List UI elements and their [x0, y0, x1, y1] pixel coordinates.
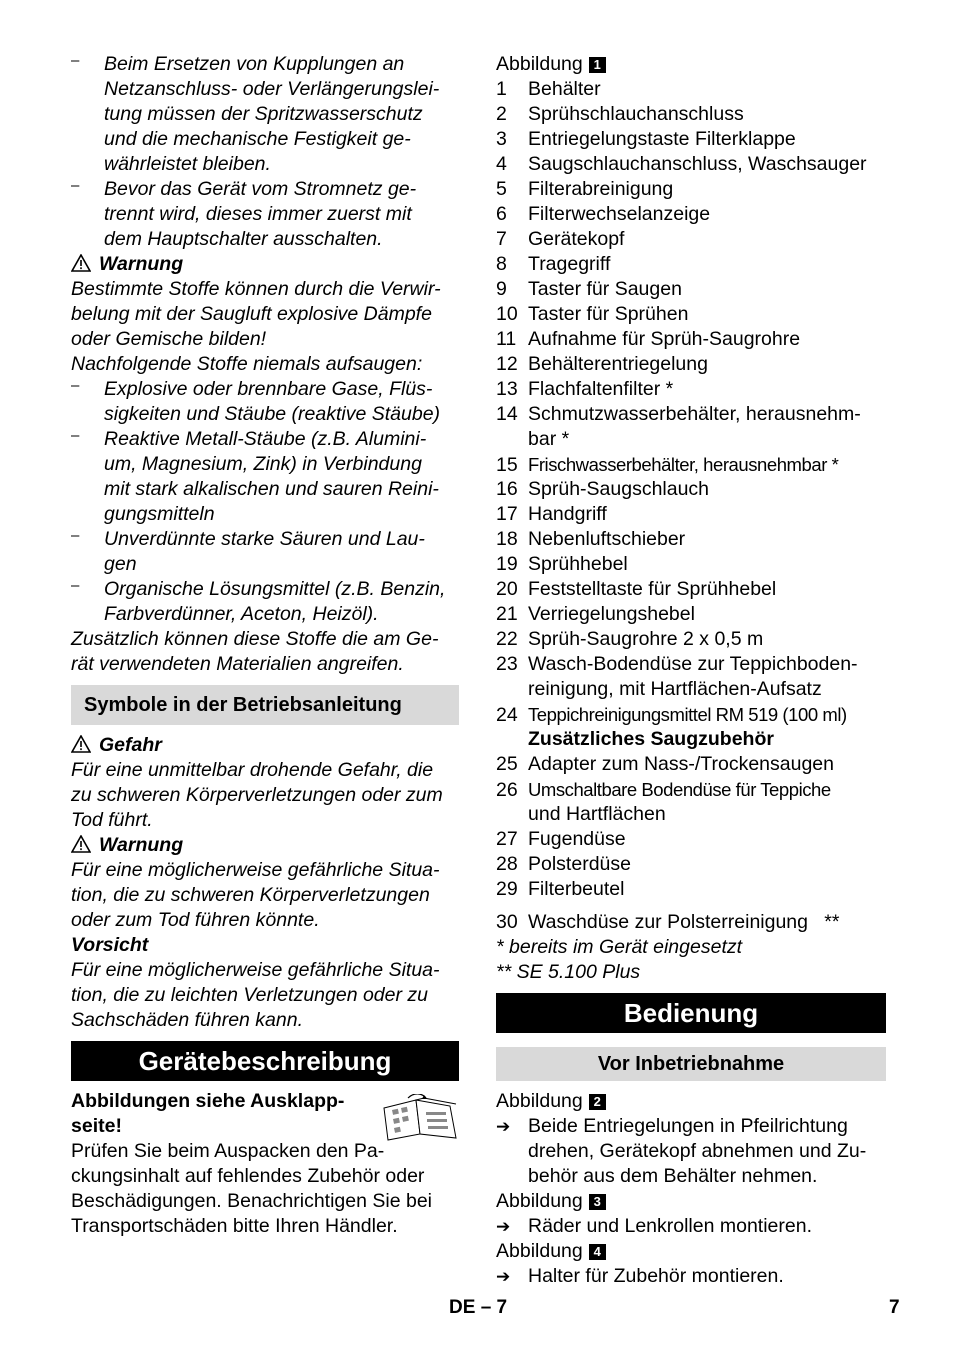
warning-title — [71, 833, 459, 858]
item-number: 13 — [496, 378, 518, 400]
item-number: 18 — [496, 528, 518, 550]
numbered-item — [496, 352, 886, 377]
warning-title-label: Warnung — [99, 834, 184, 856]
section-heading-device: Gerätebeschreibung — [71, 1041, 459, 1081]
figure-label: Abbildung — [496, 53, 583, 75]
item-number: 14 — [496, 403, 518, 425]
numbered-item — [496, 327, 886, 352]
dash-bullet: – — [71, 577, 80, 594]
step-text: drehen, Gerätekopf abnehmen und Zu- — [528, 1140, 867, 1162]
item-text: Aufnahme für Sprüh-Saugrohre — [528, 328, 801, 350]
item-text: Schmutzwasserbehälter, herausnehm- — [528, 403, 861, 425]
text-line: sigkeiten und Stäube (reaktive Stäube) — [104, 403, 441, 425]
item-number: 15 — [496, 454, 518, 476]
text-line: Für eine unmittelbar drohende Gefahr, die — [71, 759, 434, 781]
text-line: Bestimmte Stoffe können durch die Verwir- — [71, 278, 441, 300]
book-icon — [380, 1094, 460, 1148]
text-line: ckungsinhalt auf fehlendes Zubehör oder — [71, 1165, 425, 1187]
footnote: ** SE 5.100 Plus — [496, 961, 641, 983]
item-text: Sprüh-Saugschlauch — [528, 478, 710, 500]
item-number: 5 — [496, 178, 507, 200]
item-text: Frischwasserbehälter, herausnehmbar * — [528, 454, 839, 475]
numbered-item — [496, 910, 886, 935]
text-line: Nachfolgende Stoffe niemals aufsaugen: — [71, 353, 423, 375]
text-line: Tod führt. — [71, 809, 153, 831]
list-item — [71, 427, 459, 527]
item-number: 1 — [496, 78, 507, 100]
warning-title — [71, 252, 459, 277]
text-line: mit stark alkalischen und sauren Reini- — [104, 478, 439, 500]
text-line: Explosive oder brennbare Gase, Flüs- — [104, 378, 433, 400]
item-text: Verriegelungshebel — [528, 603, 695, 625]
instruction-step — [496, 1114, 886, 1139]
text-line: dem Hauptschalter ausschalten. — [104, 228, 383, 250]
text-line: tung müssen der Spritzwasserschutz — [104, 103, 423, 125]
numbered-item — [496, 702, 886, 727]
warning-triangle-icon — [71, 734, 99, 756]
item-text: Wasch-Bodendüse zur Teppichboden- — [528, 653, 858, 675]
item-number: 17 — [496, 503, 518, 525]
arrow-icon: ➔ — [496, 1217, 511, 1236]
dash-bullet: – — [71, 427, 80, 444]
section-heading-symbols: Symbole in der Betriebsanleitung — [71, 685, 459, 725]
figure-number: 4 — [589, 1244, 606, 1260]
text-line: Bevor das Gerät vom Stromnetz ge- — [104, 178, 417, 200]
item-number: 29 — [496, 878, 518, 900]
text-line: belung mit der Saugluft explosive Dämpfe — [71, 303, 432, 325]
text-line: Unverdünnte starke Säuren und Lau- — [104, 528, 425, 550]
numbered-item — [496, 452, 886, 477]
numbered-item — [496, 277, 886, 302]
instruction-step — [496, 1264, 886, 1289]
danger-title — [71, 733, 459, 758]
list-item — [71, 577, 459, 627]
step-text: Halter für Zubehör montieren. — [528, 1265, 784, 1287]
instruction-step — [496, 1214, 886, 1239]
text-line: tion, die zu leichten Verletzungen oder zu — [71, 984, 429, 1006]
text-line: tion, die zu schweren Körperverletzungen — [71, 884, 430, 906]
text-line: gen — [104, 553, 137, 575]
item-number: 12 — [496, 353, 518, 375]
numbered-item — [496, 852, 886, 877]
text-line: Organische Lösungsmittel (z.B. Benzin, — [104, 578, 446, 600]
numbered-item — [496, 477, 886, 502]
item-number: 4 — [496, 153, 507, 175]
text-line: Reaktive Metall-Stäube (z.B. Alumini- — [104, 428, 427, 450]
item-text: Waschdüse zur Polsterreinigung ** — [528, 911, 840, 933]
text-line: oder zum Tod führen könnte. — [71, 909, 320, 931]
item-text: Entriegelungstaste Filterklappe — [528, 128, 796, 150]
dash-bullet: – — [71, 177, 80, 194]
numbered-item — [496, 652, 886, 677]
text-line: gungsmitteln — [104, 503, 215, 525]
figure-number: 1 — [589, 57, 606, 73]
item-number: 24 — [496, 704, 518, 726]
text-line: um, Magnesium, Zink) in Verbindung — [104, 453, 422, 475]
numbered-item — [496, 202, 886, 227]
figure-reference — [496, 1189, 886, 1214]
right-column — [496, 52, 886, 1289]
item-number: 21 — [496, 603, 518, 625]
item-text: Taster für Sprühen — [528, 303, 689, 325]
item-number: 11 — [496, 328, 517, 350]
numbered-item — [496, 102, 886, 127]
fold-out-note: Abbildungen siehe Ausklapp- — [71, 1090, 345, 1112]
item-text: Tragegriff — [528, 253, 611, 275]
figure-number: 2 — [589, 1094, 606, 1110]
text-line: währleistet bleiben. — [104, 153, 271, 175]
item-number: 25 — [496, 753, 518, 775]
fold-out-note: seite! — [71, 1115, 122, 1137]
text-line: zu schweren Körperverletzungen oder zum — [71, 784, 443, 806]
numbered-item — [496, 552, 886, 577]
dash-bullet: – — [71, 52, 80, 69]
numbered-item — [496, 402, 886, 427]
numbered-item — [496, 677, 886, 702]
item-text: Handgriff — [528, 503, 607, 525]
numbered-item — [496, 752, 886, 777]
list-item — [71, 177, 459, 252]
item-number: 30 — [496, 911, 518, 933]
text-line: Netzanschluss- oder Verlängerungslei- — [104, 78, 440, 100]
numbered-item — [496, 227, 886, 252]
item-text: Umschaltbare Bodendüse für Teppiche — [528, 779, 831, 800]
numbered-item — [496, 627, 886, 652]
text-line: oder Gemische bilden! — [71, 328, 267, 350]
text-line: rät verwendeten Materialien angreifen. — [71, 653, 404, 675]
item-text: Polsterdüse — [528, 853, 631, 875]
item-number: 2 — [496, 103, 507, 125]
arrow-icon: ➔ — [496, 1117, 511, 1136]
item-number: 26 — [496, 779, 518, 801]
numbered-item — [496, 302, 886, 327]
accessories-heading: Zusätzliches Saugzubehör — [528, 728, 774, 750]
item-text: Gerätekopf — [528, 228, 625, 250]
step-text: Beide Entriegelungen in Pfeilrichtung — [528, 1115, 848, 1137]
item-text: Fugendüse — [528, 828, 626, 850]
numbered-item — [496, 252, 886, 277]
instruction-step — [496, 1164, 886, 1189]
text-line: Beim Ersetzen von Kupplungen an — [104, 53, 405, 75]
numbered-item — [496, 377, 886, 402]
numbered-item — [496, 127, 886, 152]
text-line: Sachschäden führen kann. — [71, 1009, 304, 1031]
caution-title: Vorsicht — [71, 934, 149, 956]
item-text: Sprühhebel — [528, 553, 628, 575]
numbered-item — [496, 152, 886, 177]
item-number: 16 — [496, 478, 518, 500]
item-number: 20 — [496, 578, 518, 600]
section-heading-operation: Bedienung — [496, 993, 886, 1033]
numbered-item — [496, 502, 886, 527]
figure-number: 3 — [589, 1194, 606, 1210]
item-text: reinigung, mit Hartflächen-Aufsatz — [528, 678, 822, 700]
numbered-item — [496, 802, 886, 827]
item-text: Filterbeutel — [528, 878, 625, 900]
numbered-item — [496, 827, 886, 852]
item-text: Sprüh-Saugrohre 2 x 0,5 m — [528, 628, 764, 650]
numbered-item — [496, 427, 886, 452]
warning-title-label: Warnung — [99, 253, 184, 275]
item-text: und Hartflächen — [528, 803, 666, 825]
item-text: Behälterentriegelung — [528, 353, 708, 375]
item-text: Teppichreinigungsmittel RM 519 (100 ml) — [528, 704, 847, 725]
text-line: Für eine möglicherweise gefährliche Situa- — [71, 859, 440, 881]
text-line: Farbverdünner, Aceton, Heizöl). — [104, 603, 379, 625]
figure-reference — [496, 1239, 886, 1264]
numbered-item — [496, 177, 886, 202]
left-column — [71, 52, 459, 1239]
footnote: * bereits im Gerät eingesetzt — [496, 936, 743, 958]
item-text: Nebenluftschieber — [528, 528, 686, 550]
footer-language: DE – 7 — [449, 1297, 508, 1318]
numbered-item — [496, 877, 886, 902]
list-item — [71, 52, 459, 177]
danger-title-label: Gefahr — [99, 734, 162, 756]
text-line: Transportschäden bitte Ihren Händler. — [71, 1215, 398, 1237]
figure-reference — [496, 52, 886, 77]
step-text: Räder und Lenkrollen montieren. — [528, 1215, 813, 1237]
dash-bullet: – — [71, 527, 80, 544]
item-number: 22 — [496, 628, 518, 650]
text-line: und die mechanische Festigkeit ge- — [104, 128, 411, 150]
item-number: 10 — [496, 303, 518, 325]
arrow-icon: ➔ — [496, 1267, 511, 1286]
item-number: 7 — [496, 228, 507, 250]
list-item — [71, 377, 459, 427]
item-number: 19 — [496, 553, 518, 575]
step-text: behör aus dem Behälter nehmen. — [528, 1165, 818, 1187]
footer-page-number: 7 — [889, 1297, 900, 1318]
text-line: Prüfen Sie beim Auspacken den Pa- — [71, 1140, 385, 1162]
section-heading-before-use: Vor Inbetriebnahme — [496, 1047, 886, 1081]
text-line: Beschädigungen. Benachrichtigen Sie bei — [71, 1190, 433, 1212]
item-text: Adapter zum Nass-/Trockensaugen — [528, 753, 835, 775]
item-text: Saugschlauchanschluss, Waschsauger — [528, 153, 867, 175]
list-item — [71, 527, 459, 577]
warning-triangle-icon — [71, 253, 99, 275]
item-number: 8 — [496, 253, 507, 275]
item-text: Sprühschlauchanschluss — [528, 103, 744, 125]
numbered-item — [496, 602, 886, 627]
item-number: 23 — [496, 653, 518, 675]
numbered-item — [496, 777, 886, 802]
figure-reference — [496, 1089, 886, 1114]
item-text: Feststelltaste für Sprühhebel — [528, 578, 777, 600]
figure-label: Abbildung — [496, 1190, 583, 1212]
text-line: trennt wird, dieses immer zuerst mit — [104, 203, 412, 225]
item-text: Behälter — [528, 78, 601, 100]
numbered-item — [496, 77, 886, 102]
numbered-item — [496, 527, 886, 552]
item-number: 3 — [496, 128, 507, 150]
item-number: 9 — [496, 278, 507, 300]
item-number: 6 — [496, 203, 507, 225]
item-text: bar * — [528, 428, 570, 450]
warning-triangle-icon — [71, 834, 99, 856]
item-text: Filterwechselanzeige — [528, 203, 711, 225]
figure-label: Abbildung — [496, 1090, 583, 1112]
instruction-step — [496, 1139, 886, 1164]
item-text: Taster für Saugen — [528, 278, 682, 300]
text-line: Zusätzlich können diese Stoffe die am Ge- — [71, 628, 439, 650]
item-number: 27 — [496, 828, 518, 850]
dash-bullet: – — [71, 377, 80, 394]
item-text: Flachfaltenfilter * — [528, 378, 674, 400]
text-line: Für eine möglicherweise gefährliche Situa- — [71, 959, 440, 981]
figure-label: Abbildung — [496, 1240, 583, 1262]
item-number: 28 — [496, 853, 518, 875]
numbered-item — [496, 577, 886, 602]
item-text: Filterabreinigung — [528, 178, 674, 200]
